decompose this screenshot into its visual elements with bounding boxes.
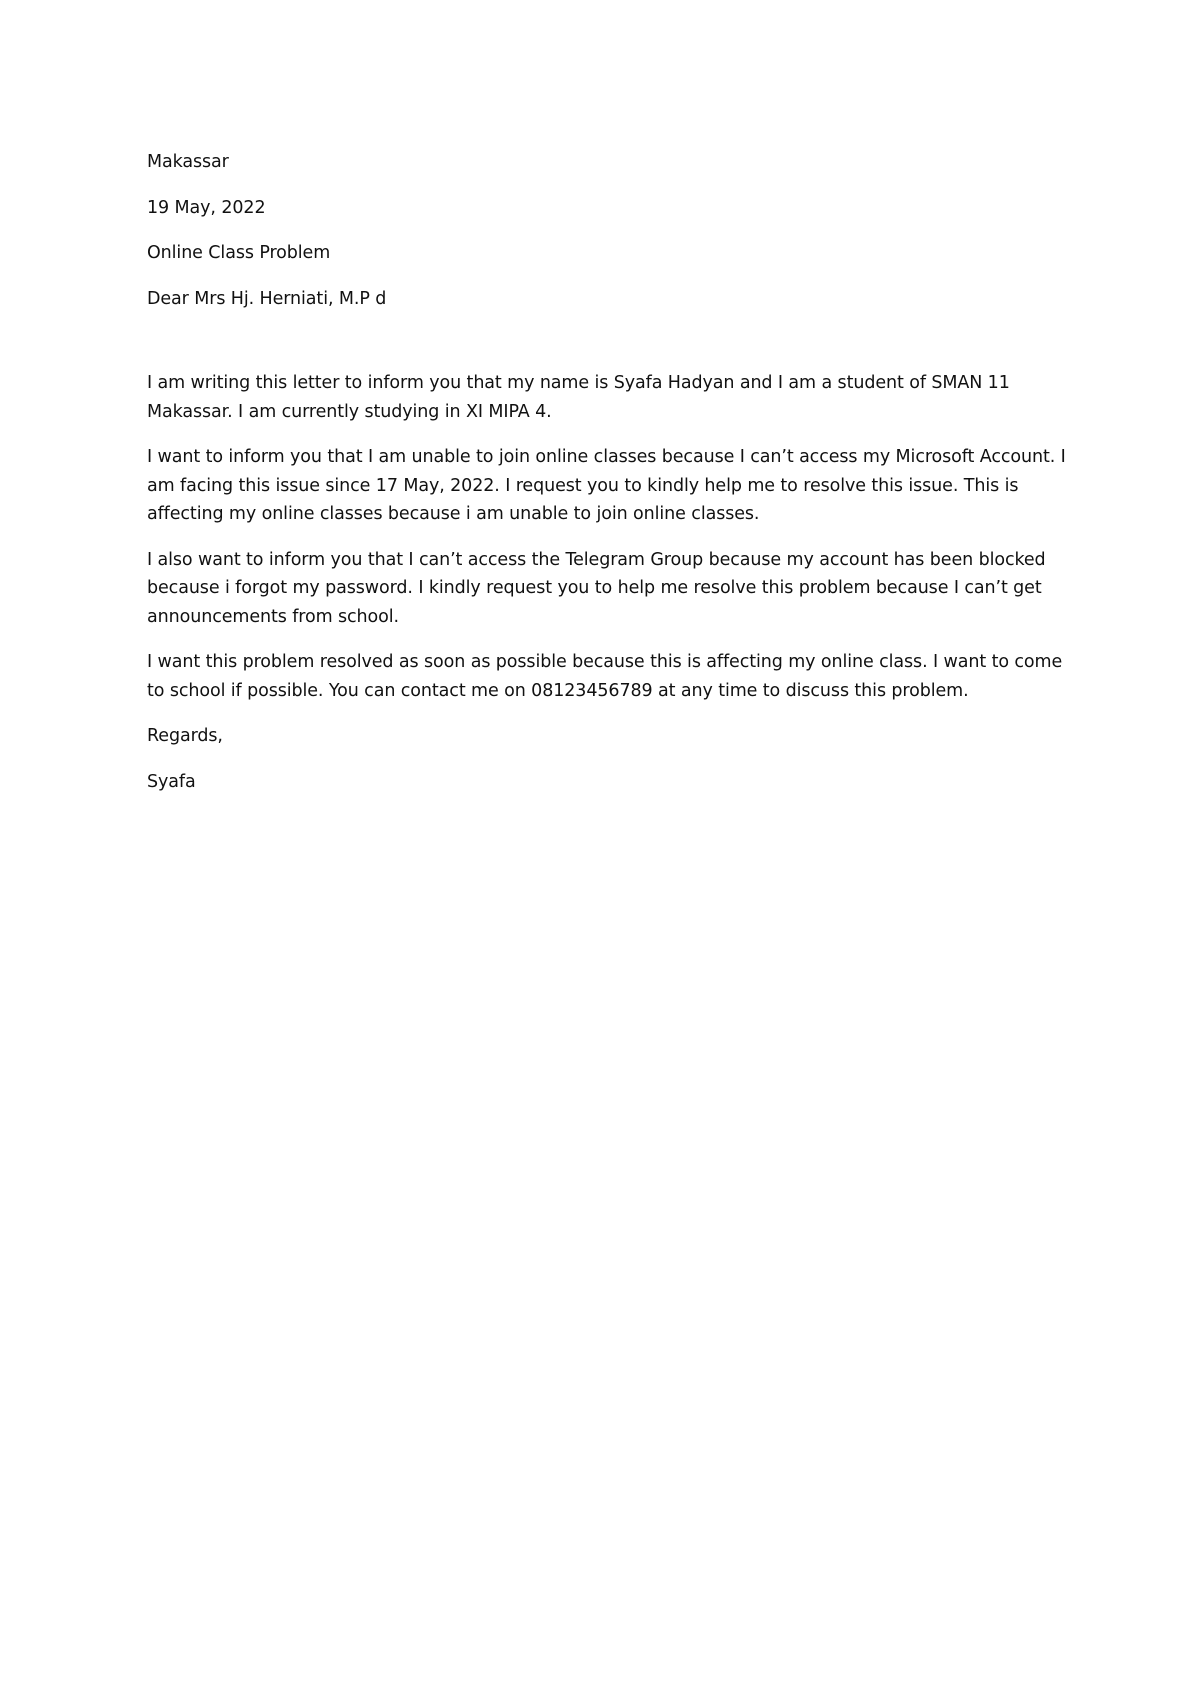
letter-paragraph-2: I want to inform you that I am unable to join online classes because I can’t access my Microsoft Account. I am facing this issue since 17 May, 2022. I request you to kindly help me to resolve this issue. This is affecting my online classes because i am unable to join online classes. (147, 447, 1066, 524)
letter-closing: Regards, (147, 726, 223, 746)
letter-paragraph-1: I am writing this letter to inform you that my name is Syafa Hadyan and I am a student of SMAN 11 Makassar. I am currently studying in XI MIPA 4. (147, 373, 1010, 422)
letter-paragraph-3: I also want to inform you that I can’t access the Telegram Group because my account has been blocked because i forgot my password. I kindly request you to help me resolve this problem because I can’t get announcements from school. (147, 549, 1046, 627)
letter-date: 19 May, 2022 (147, 197, 266, 218)
letter-subject: Online Class Problem (147, 243, 331, 263)
letter-body (147, 148, 1072, 813)
letter-paragraph-4: I want this problem resolved as soon as possible because this is affecting my online class. I want to come to school if possible. You can contact me on 08123456789 at any time to discuss this problem. (147, 652, 1063, 701)
letter-salutation: Dear Mrs Hj. Herniati, M.P d (147, 288, 387, 309)
letter-signature: Syafa (147, 771, 196, 792)
letter-city: Makassar (147, 152, 229, 172)
